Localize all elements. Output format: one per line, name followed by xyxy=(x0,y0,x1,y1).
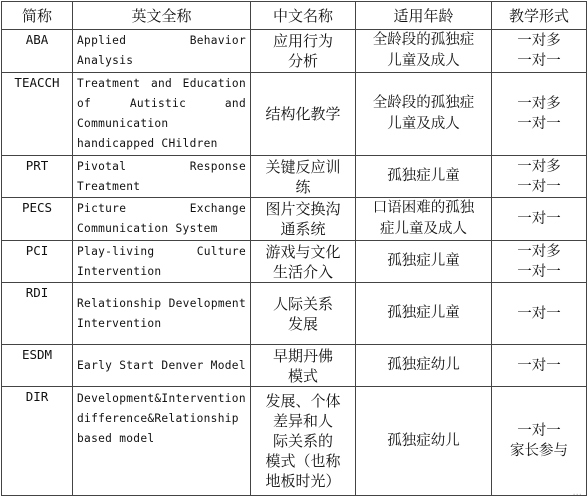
table-row xyxy=(2,156,587,198)
cell-english: Treatment and Education of Autistic and Communication handicapped CHildren xyxy=(73,73,251,156)
table-row xyxy=(2,283,587,345)
table-row xyxy=(2,198,587,241)
header-chinese: 中文名称 xyxy=(251,2,356,30)
cell-age: 孤独症幼儿 xyxy=(356,387,492,496)
table-row xyxy=(2,241,587,283)
intervention-methods-table xyxy=(1,1,587,496)
cell-form: 一对一 家长参与 xyxy=(492,387,587,496)
cell-english: Development&Intervention difference&Relationship based model xyxy=(73,387,251,496)
cell-english: Picture Exchange Communication System xyxy=(73,198,251,241)
cell-form: 一对一 xyxy=(492,198,587,241)
cell-abbr: PRT xyxy=(2,156,73,198)
header-form: 教学形式 xyxy=(492,2,587,30)
cell-age: 全龄段的孤独症 儿童及成人 xyxy=(356,30,492,73)
cell-abbr: PCI xyxy=(2,241,73,283)
cell-english: Play-living Culture Intervention xyxy=(73,241,251,283)
cell-age: 孤独症儿童 xyxy=(356,283,492,345)
table-row xyxy=(2,30,587,73)
cell-abbr: ESDM xyxy=(2,345,73,387)
cell-form: 一对多 一对一 xyxy=(492,73,587,156)
cell-form: 一对一 xyxy=(492,283,587,345)
cell-form: 一对多 一对一 xyxy=(492,241,587,283)
cell-chinese: 人际关系 发展 xyxy=(251,283,356,345)
cell-age: 孤独症儿童 xyxy=(356,241,492,283)
cell-age: 孤独症幼儿 xyxy=(356,345,492,387)
watermark: ... xyxy=(572,487,582,498)
cell-abbr: ABA xyxy=(2,30,73,73)
cell-age: 全龄段的孤独症 儿童及成人 xyxy=(356,73,492,156)
cell-form: 一对多 一对一 xyxy=(492,156,587,198)
cell-abbr: TEACCH xyxy=(2,73,73,156)
cell-chinese: 图片交换沟 通系统 xyxy=(251,198,356,241)
cell-chinese: 早期丹佛 模式 xyxy=(251,345,356,387)
header-abbr: 简称 xyxy=(2,2,73,30)
table-row xyxy=(2,73,587,156)
header-english: 英文全称 xyxy=(73,2,251,30)
cell-chinese: 应用行为 分析 xyxy=(251,30,356,73)
table-row xyxy=(2,345,587,387)
header-row xyxy=(2,2,587,30)
cell-english: Early Start Denver Model xyxy=(73,345,251,387)
cell-chinese: 结构化教学 xyxy=(251,73,356,156)
cell-english: Applied Behavior Analysis xyxy=(73,30,251,73)
table-row xyxy=(2,387,587,496)
cell-age: 口语困难的孤独 症儿童及成人 xyxy=(356,198,492,241)
cell-form: 一对一 xyxy=(492,345,587,387)
cell-abbr: PECS xyxy=(2,198,73,241)
cell-age: 孤独症儿童 xyxy=(356,156,492,198)
header-age: 适用年龄 xyxy=(356,2,492,30)
cell-abbr: DIR xyxy=(2,387,73,496)
cell-chinese: 游戏与文化 生活介入 xyxy=(251,241,356,283)
cell-form: 一对多 一对一 xyxy=(492,30,587,73)
cell-english: Pivotal Response Treatment xyxy=(73,156,251,198)
cell-chinese: 关键反应训 练 xyxy=(251,156,356,198)
cell-english: Relationship Development Intervention xyxy=(73,283,251,345)
cell-abbr: RDI xyxy=(2,283,73,345)
cell-chinese: 发展、个体 差异和人 际关系的 模式（也称 地板时光） xyxy=(251,387,356,496)
